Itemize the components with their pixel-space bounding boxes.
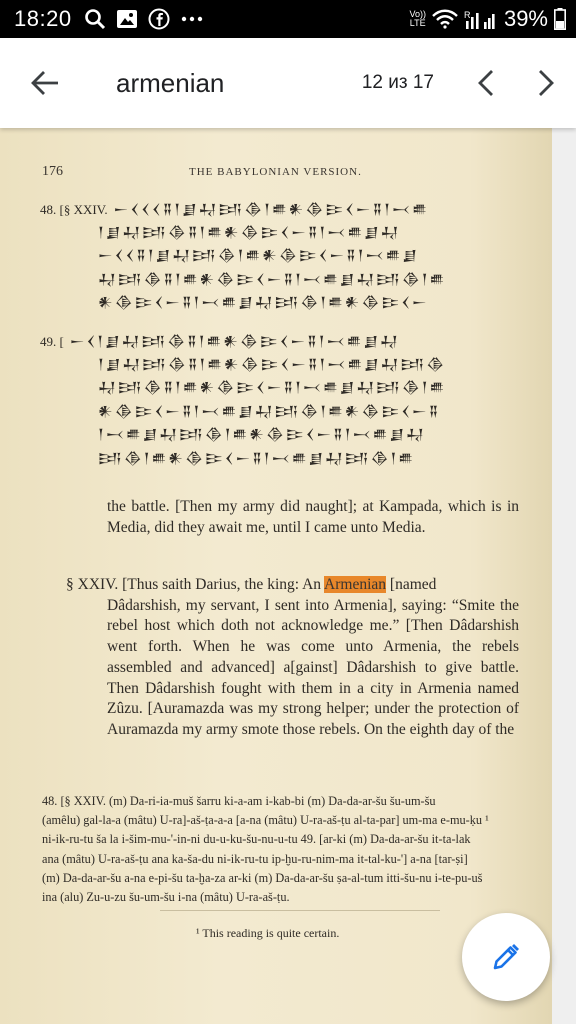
cuneiform-text: 𒁹𒁁𒌑𒋗𒄷𒅀𒆠𒁹𒌑𒀭𒆠𒄿𒌋𒀸𒐉𒁹𒁁𒌑𒋗𒄷 <box>98 427 426 443</box>
search-query[interactable]: armenian <box>116 67 225 98</box>
signal-icon <box>464 9 498 29</box>
document-viewer[interactable] <box>0 128 576 1024</box>
image-icon <box>116 9 138 29</box>
search-icon <box>84 8 106 30</box>
chevron-right-icon <box>537 69 555 97</box>
system-icons <box>409 6 566 32</box>
section-label: 49. [ <box>40 334 64 349</box>
find-in-page-bar <box>0 38 576 128</box>
paragraph-2 <box>66 575 519 741</box>
cuneiform-text: 𒁹𒋗𒄷𒅀𒆠𒐉𒁹𒌑𒀭𒆠𒄿𒌋𒀸𒐉𒁹𒁁𒌑𒋗𒄷 <box>98 224 401 241</box>
cuneiform-line <box>40 245 540 269</box>
arrow-back-icon <box>31 70 59 96</box>
cuneiform-text: 𒅀𒆠𒁹𒌑𒀭𒆠𒄿𒌋𒀸𒐉𒁹𒁁𒌑𒋗𒄷𒅀𒆠𒁹𒌑 <box>98 450 416 467</box>
paragraph-1: the battle. [Then my army did naught]; at Kampada, which is in Media, did they await me, until I came unto Media. <box>107 498 519 536</box>
footnote: ¹ This reading is quite certain. <box>196 926 340 940</box>
volte-top: Vo)) <box>409 9 426 19</box>
edit-fab-button[interactable] <box>462 913 550 1001</box>
battery-level: 39% <box>503 6 548 31</box>
transliteration-line: ni-ik-ru-tu ša la i-šim-mu-'-in-ni du-u-ku-šu-nu-u-tu 49. [ar-ki (m) Da-da-ar-šu it-ta-lak <box>42 832 471 847</box>
cuneiform-line <box>40 401 540 425</box>
cuneiform-text: 𒀸𒌋𒁹𒋗𒄷𒅀𒆠𒐉𒁹𒌑𒀭𒆠𒄿𒌋𒀸𒐉𒁹𒁁𒌑𒋗𒄷 <box>69 334 400 350</box>
volte-indicator <box>409 10 426 28</box>
cuneiform-passage-48 <box>40 198 540 316</box>
section-label: 48. [§ XXIV. <box>40 202 108 217</box>
status-time: 18:20 <box>14 6 72 31</box>
wifi-icon <box>432 9 458 29</box>
pencil-icon <box>491 942 521 972</box>
cuneiform-text: 𒀭𒆠𒄿𒌋𒀸𒐉𒁹𒁁𒌑𒋗𒄷𒅀𒆠𒁹𒌑𒀭𒆠𒄿𒌋𒀸𒐉 <box>98 403 441 420</box>
running-head: THE BABYLONIAN VERSION. <box>189 166 362 178</box>
transliteration-line: ina (alu) Zu-u-zu šu-um-šu i-na (mâtu) U-ra-aš-ṭu. <box>42 890 290 905</box>
cuneiform-text: 𒀸𒌋𒌋𒐉𒁹𒋗𒄷𒅀𒆠𒁹𒌑𒀭𒆠𒄿𒌋𒀸𒐉𒁹𒁁𒌑𒋗 <box>98 248 419 264</box>
cuneiform-line <box>40 292 540 316</box>
transliteration-line: (amêlu) gal-la-a (mâtu) U-ra]-aš-ṭa-a-a [a-na (mâtu) U-ra-aš-ṭu al-ta-par] um-ma e-mu-ḳu ¹ <box>42 813 489 828</box>
paragraph-2-first-line <box>66 575 519 596</box>
cuneiform-line <box>40 424 540 448</box>
transliteration-line: 48. [§ XXIV. (m) Da-ri-ia-muš šarru ki-a-am i-kab-bi (m) Da-da-ar-šu šu-um-šu <box>42 794 436 808</box>
page-gutter <box>552 128 576 1024</box>
paragraph-2-rest: Dâdarshish, my servant, I sent into Armenia], saying: “Smite the rebel host which doth not acknowledge me.” [Then Dâdarshish went forth. When he was come unto Armenia, the rebels assembled and advanced] a[gainst] Dâdarshish to give battle. Then Dâdarshish fought with them in a city in Armenia named Zûzu. [Auramazda was my strong helper; under the protection of Auramazda my army smote those rebels. On the eighth day of the <box>107 596 519 738</box>
cuneiform-line <box>40 354 540 378</box>
more-dots-icon <box>180 15 204 23</box>
cuneiform-text: 𒀭𒆠𒄿𒌋𒀸𒐉𒁹𒁁𒌑𒋗𒄷𒅀𒆠𒁹𒌑𒀭𒆠𒄿𒌋𒀸 <box>98 295 429 311</box>
chevron-left-icon <box>477 69 495 97</box>
paragraph-2-after: [named <box>386 576 437 593</box>
notification-icons <box>84 8 204 30</box>
status-bar <box>0 0 576 38</box>
cuneiform-text: 𒄷𒅀𒆠𒐉𒁹𒌑𒀭𒆠𒄿𒌋𒀸𒐉𒁹𒁁𒌑𒋗𒄷𒅀𒆠𒁹𒌑 <box>98 380 447 396</box>
cuneiform-line <box>40 377 540 401</box>
back-button[interactable] <box>0 38 90 128</box>
previous-match-button[interactable] <box>456 38 516 128</box>
cuneiform-line <box>40 269 540 293</box>
cuneiform-text: 𒁹𒋗𒄷𒅀𒆠𒐉𒁹𒌑𒀭𒆠𒄿𒌋𒀸𒐉𒁹𒁁𒌑𒋗𒄷𒅀𒆠 <box>98 356 447 373</box>
cuneiform-passage-49 <box>40 330 540 471</box>
cuneiform-text: 𒀸𒌋𒌋𒌋𒐉𒁹𒋗𒄷𒅀𒆠𒁹𒌑𒀭𒆠𒄿𒌋𒀸𒐉𒁹𒁁𒌑 <box>113 202 429 218</box>
facebook-icon <box>148 8 170 30</box>
transliteration-block <box>42 792 522 907</box>
cuneiform-line <box>40 448 540 472</box>
paragraph-2-start: § XXIV. [Thus saith Darius, the king: An <box>66 576 325 593</box>
cuneiform-line <box>40 222 540 246</box>
cuneiform-line <box>40 330 540 354</box>
cuneiform-line <box>40 198 540 222</box>
transliteration-line: (m) Da-da-ar-šu a-na e-pi-šu ta-ḫa-za ar-ki (m) Da-da-ar-šu ṣa-al-tum itti-šu-nu i-te-pu-uš <box>42 870 483 885</box>
footnote-divider <box>160 910 440 911</box>
book-page <box>0 128 552 1024</box>
match-count: 12 из 17 <box>361 72 434 93</box>
transliteration-line: ana (mâtu) U-ra-aš-ṭu ana ka-ša-du ni-ik-ru-tu ip-ḫu-ru-nim-ma it-tal-ku-'] a-na [tar-ṣi] <box>42 851 468 866</box>
svg-text:R: R <box>463 10 471 20</box>
battery-icon <box>554 8 566 30</box>
next-match-button[interactable] <box>516 38 576 128</box>
cuneiform-text: 𒄷𒅀𒆠𒐉𒁹𒌑𒀭𒆠𒄿𒌋𒀸𒐉𒁹𒁁𒌑𒋗𒄷𒅀𒆠𒁹𒌑 <box>98 271 447 288</box>
volte-bottom: LTE <box>409 18 426 28</box>
search-highlight[interactable]: Armenian <box>324 576 387 593</box>
page-number: 176 <box>42 164 63 179</box>
